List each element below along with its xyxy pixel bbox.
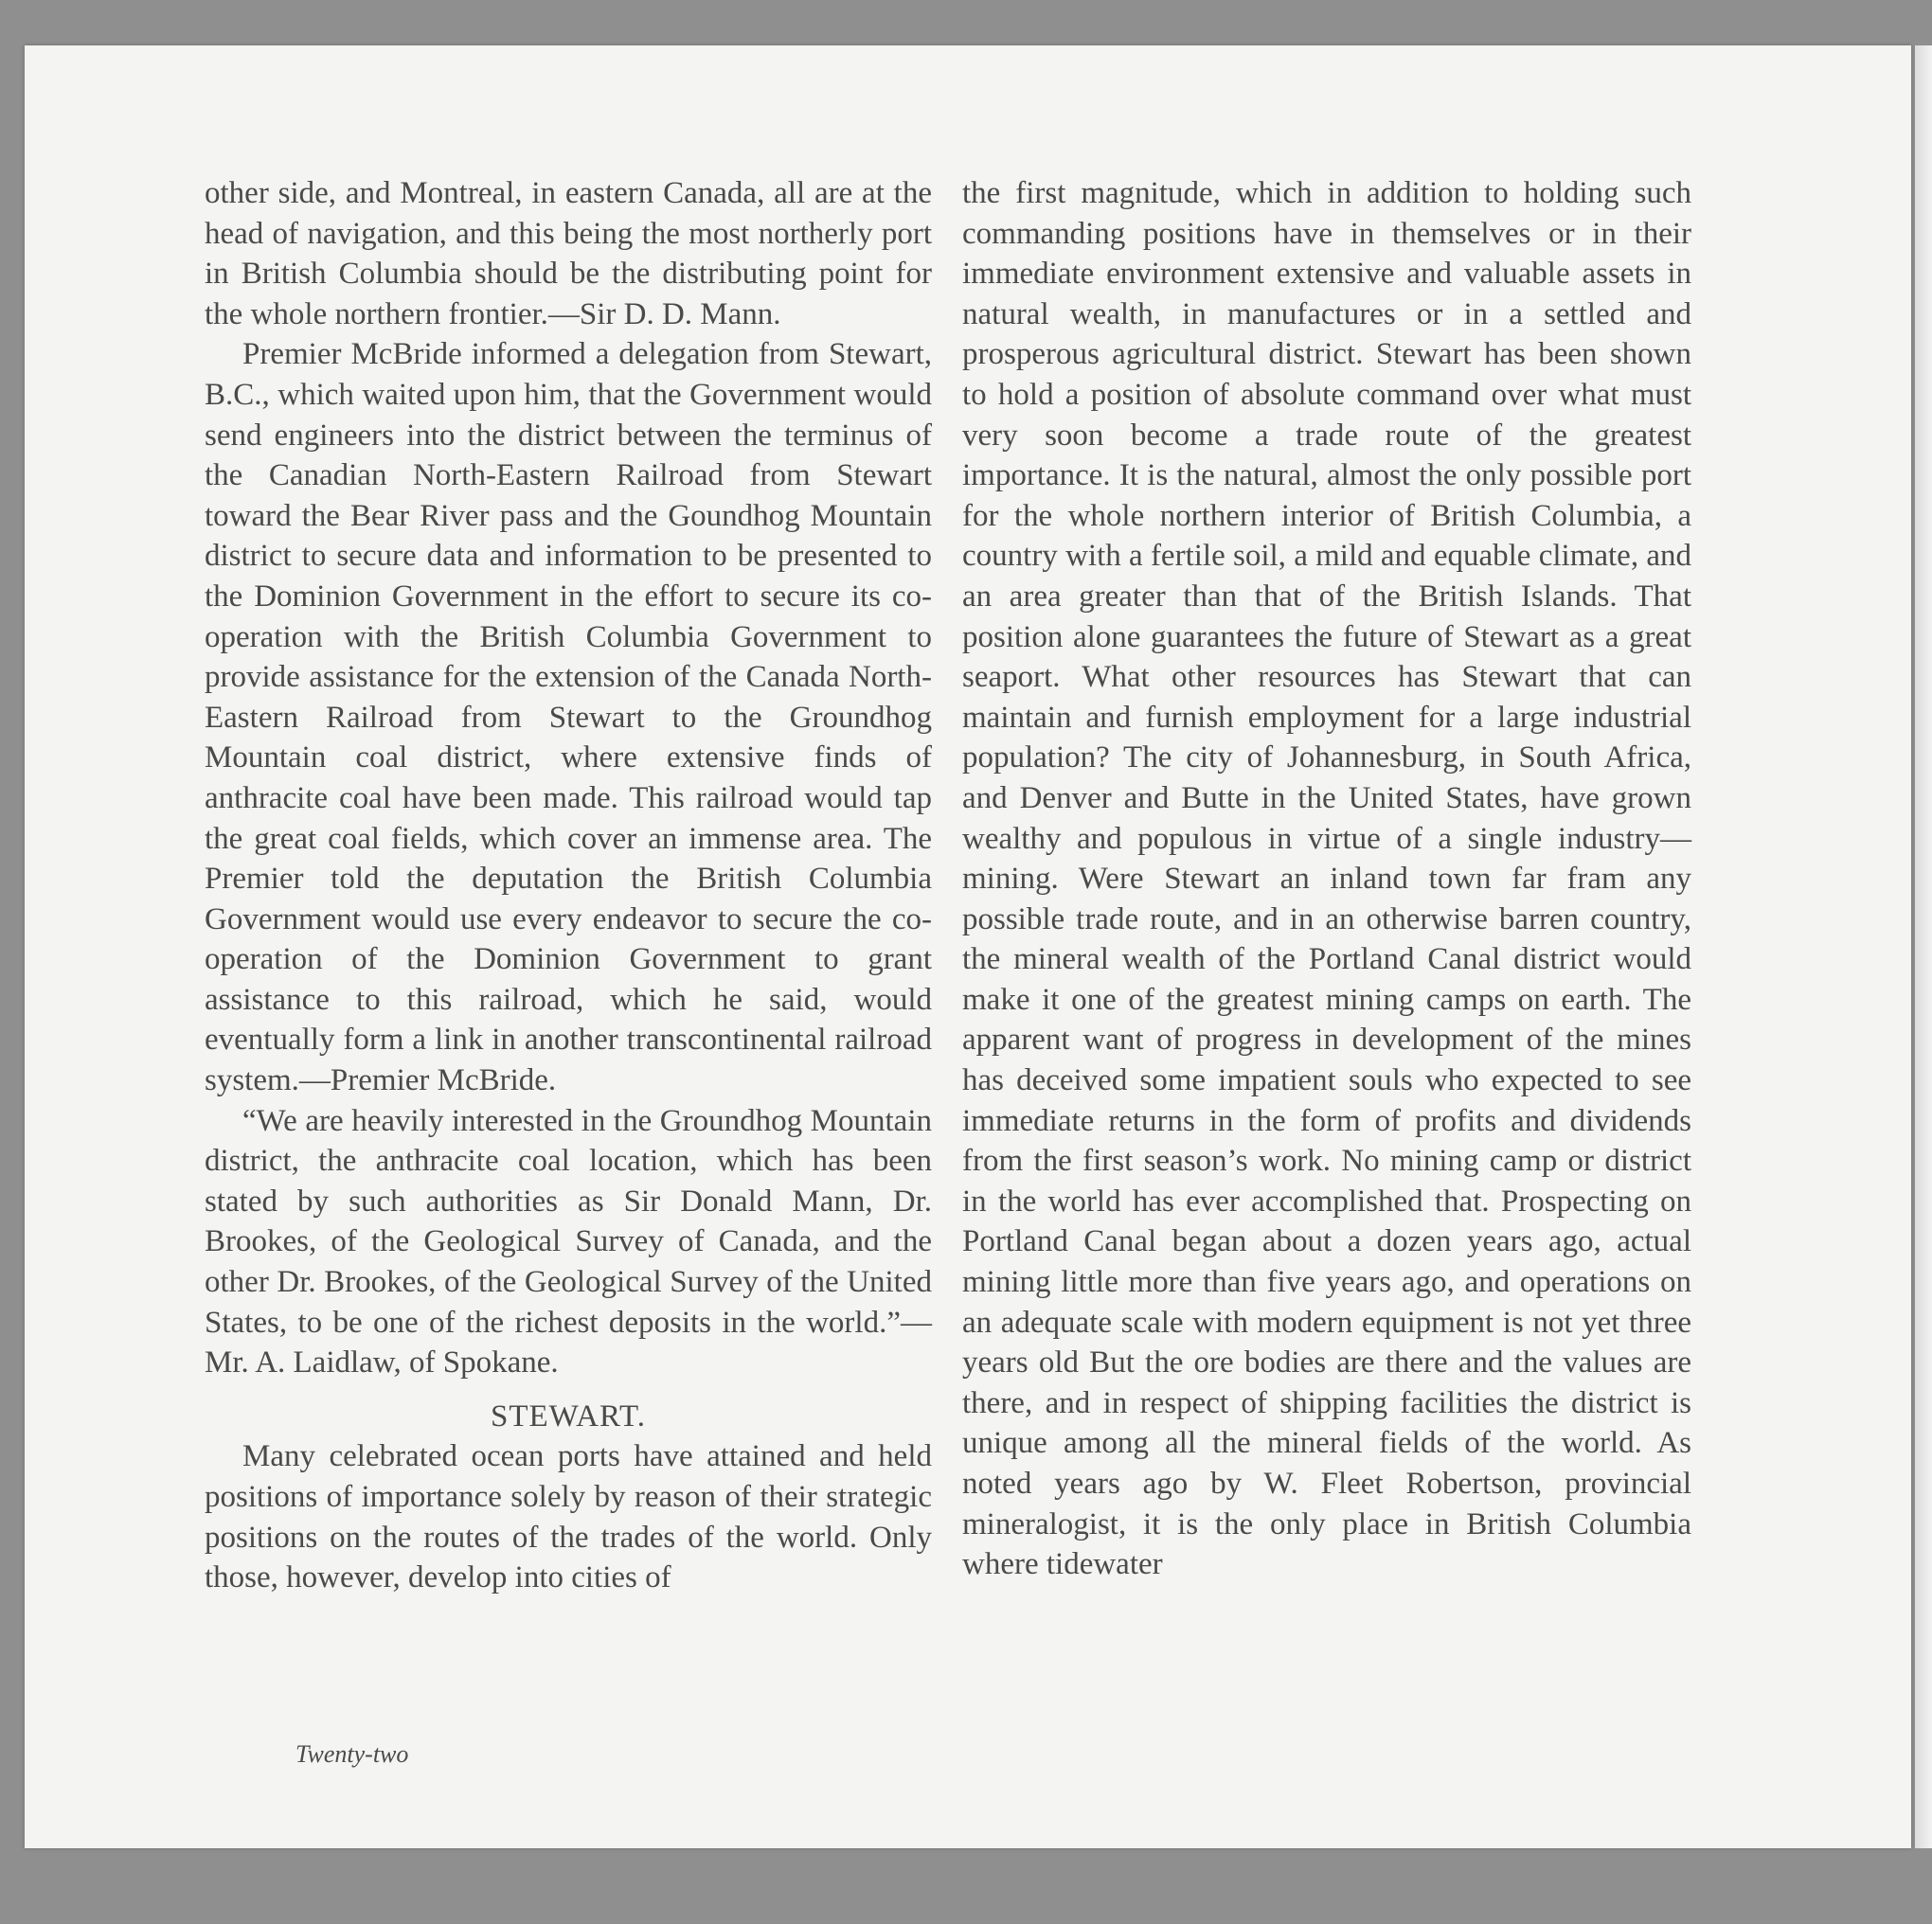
paragraph-stewart-intro: Many celebrated ocean ports have attained and held positions of importance solely by reason of their strategic positions on the routes of the trades of the world. Only those, however, develop into cities of: [205, 1439, 932, 1595]
left-column: [205, 173, 932, 1598]
document-page: [25, 45, 1911, 1848]
page-edge: [1915, 45, 1932, 1848]
right-column: [962, 173, 1691, 1585]
page-number: Twenty-two: [295, 1740, 409, 1768]
paragraph-mcbride: Premier McBride informed a delegation from Stewart, B.C., which waited upon him, that the Government would send engineers into the district between the terminus of the Canadian North-Eastern Railroad from Stewart toward the Bear River pass and the Goundhog Mountain district to secure data and information to be presented to the Dominion Government in the effort to secure its co-operation with the British Columbia Government to provide assistance for the extension of the Canada North-Eastern Railroad from Stewart to the Groundhog Mountain coal district, where extensive finds of anthracite coal have been made. This railroad would tap the great coal fields, which cover an immense area. The Premier told the deputation the British Columbia Government would use every endeavor to secure the co-operation of the Dominion Government to grant assistance to this railroad, which he said, would eventually form a link in another transcontinental railroad system.—Premier McBride.: [205, 337, 932, 1098]
paragraph-laidlaw-quote: “We are heavily interested in the Groundhog Mountain district, the anthracite coal location, which has been stated by such authorities as Sir Donald Mann, Dr. Brookes, of the Geological Survey of Canada, and the other Dr. Brookes, of the Geological Survey of the United States, to be one of the richest deposits in the world.”—Mr. A. Laidlaw, of Spokane.: [205, 1103, 932, 1381]
paragraph-mann-quote: other side, and Montreal, in eastern Canada, all are at the head of navigation, and this being the most northerly port in British Columbia should be the distributing point for the whole northern frontier.—Sir D. D. Mann.: [205, 176, 932, 331]
section-heading-stewart: STEWART.: [491, 1398, 646, 1434]
paragraph-stewart-continued: the first magnitude, which in addition to holding such commanding positions have in themselves or in their immediate environment extensive and valuable assets in natural wealth, in manufactures or in a settled and prosperous agricultural district. Stewart has been shown to hold a position of absolute command over what must very soon become a trade route of the greatest importance. It is the natural, almost the only possible port for the whole northern interior of British Columbia, a country with a fertile soil, a mild and equable climate, and an area greater than that of the British Islands. That position alone guarantees the future of Stewart as a great seaport. What other resources has Stewart that can maintain and furnish employment for a large industrial population? The city of Johannesburg, in South Africa, and Denver and Butte in the United States, have grown wealthy and populous in virtue of a single industry—mining. Were Stewart an inland town far fram any possible trade route, and in an otherwise barren country, the mineral wealth of the Portland Canal district would make it one of the greatest mining camps on earth. The apparent want of progress in development of the mines has deceived some impatient souls who expected to see immediate returns in the form of profits and dividends from the first season’s work. No mining camp or district in the world has ever accomplished that. Prospecting on Portland Canal began about a dozen years ago, actual mining little more than five years ago, and operations on an adequate scale with modern equipment is not yet three years old But the ore bodies are there and the values are there, and in respect of shipping facilities the district is unique among all the mineral fields of the world. As noted years ago by W. Fleet Robertson, provincial mineralogist, it is the only place in British Columbia where tidewater: [962, 176, 1691, 1582]
